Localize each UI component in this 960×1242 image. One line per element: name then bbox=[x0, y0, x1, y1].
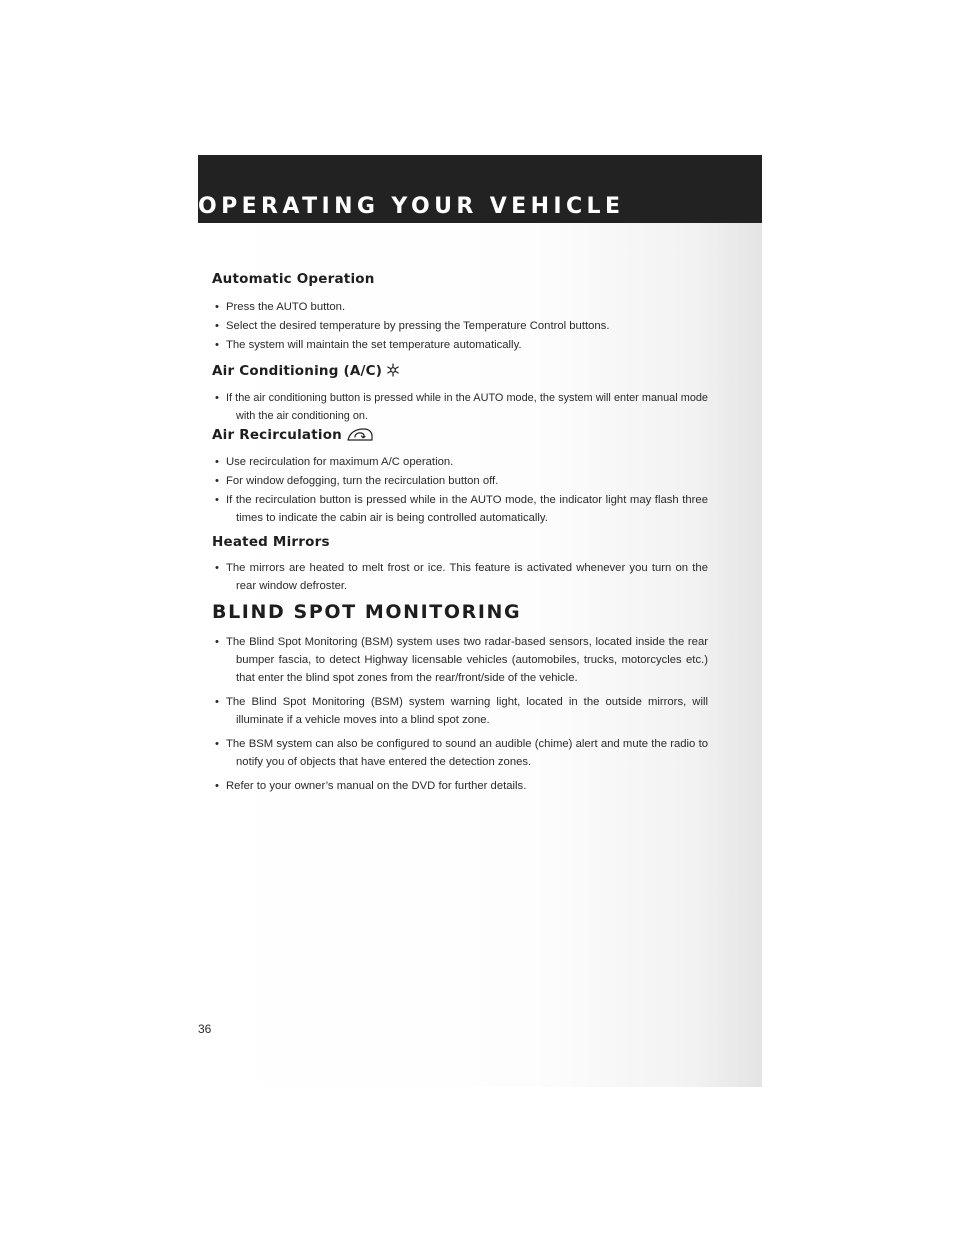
list-item: • The Blind Spot Monitoring (BSM) system warning light, located in the outside mirrors, will illuminate if a vehicle moves into a blind spot zone. bbox=[215, 696, 708, 726]
list-item: • The Blind Spot Monitoring (BSM) system uses two radar-based sensors, located inside the rear bumper fascia, to detect Highway licensable vehicles (automobiles, trucks, motorcycles etc.) that enter the blind spot zones from the rear/front/side of the vehicle. bbox=[215, 636, 708, 684]
heading-air-recirculation: Air Recirculation bbox=[212, 427, 374, 447]
heading-heated-mirrors: Heated Mirrors bbox=[212, 534, 330, 550]
page-title: OPERATING YOUR VEHICLE bbox=[198, 194, 625, 219]
list-item: • For window defogging, turn the recirculation button off. bbox=[215, 475, 499, 487]
list-item: • Press the AUTO button. bbox=[215, 301, 346, 313]
page-number: 36 bbox=[198, 1022, 212, 1036]
list-item: • Select the desired temperature by pressing the Temperature Control buttons. bbox=[215, 320, 610, 332]
list-item: • The BSM system can also be configured to sound an audible (chime) alert and mute the radio to notify you of objects that have entered the detection zones. bbox=[215, 738, 708, 768]
heading-air-conditioning: Air Conditioning (A/C) bbox=[212, 363, 400, 381]
list-item: • The mirrors are heated to melt frost or ice. This feature is activated whenever you turn on the rear window defroster. bbox=[215, 562, 708, 592]
list-item: • If the air conditioning button is pressed while in the AUTO mode, the system will enter manual mode with the air conditioning on. bbox=[215, 392, 708, 422]
heading-automatic-operation: Automatic Operation bbox=[212, 271, 375, 287]
list-item: • The system will maintain the set temperature automatically. bbox=[215, 339, 522, 351]
snowflake-icon bbox=[386, 363, 400, 381]
header-bar bbox=[198, 155, 762, 223]
list-item: • If the recirculation button is pressed while in the AUTO mode, the indicator light may flash three times to indicate the cabin air is being controlled automatically. bbox=[215, 494, 708, 524]
recirculation-icon bbox=[346, 427, 374, 447]
list-item: • Use recirculation for maximum A/C operation. bbox=[215, 456, 454, 468]
manual-page bbox=[198, 155, 762, 1087]
list-item: • Refer to your owner’s manual on the DVD for further details. bbox=[215, 780, 527, 792]
heading-blind-spot-monitoring: BLIND SPOT MONITORING bbox=[212, 601, 522, 623]
